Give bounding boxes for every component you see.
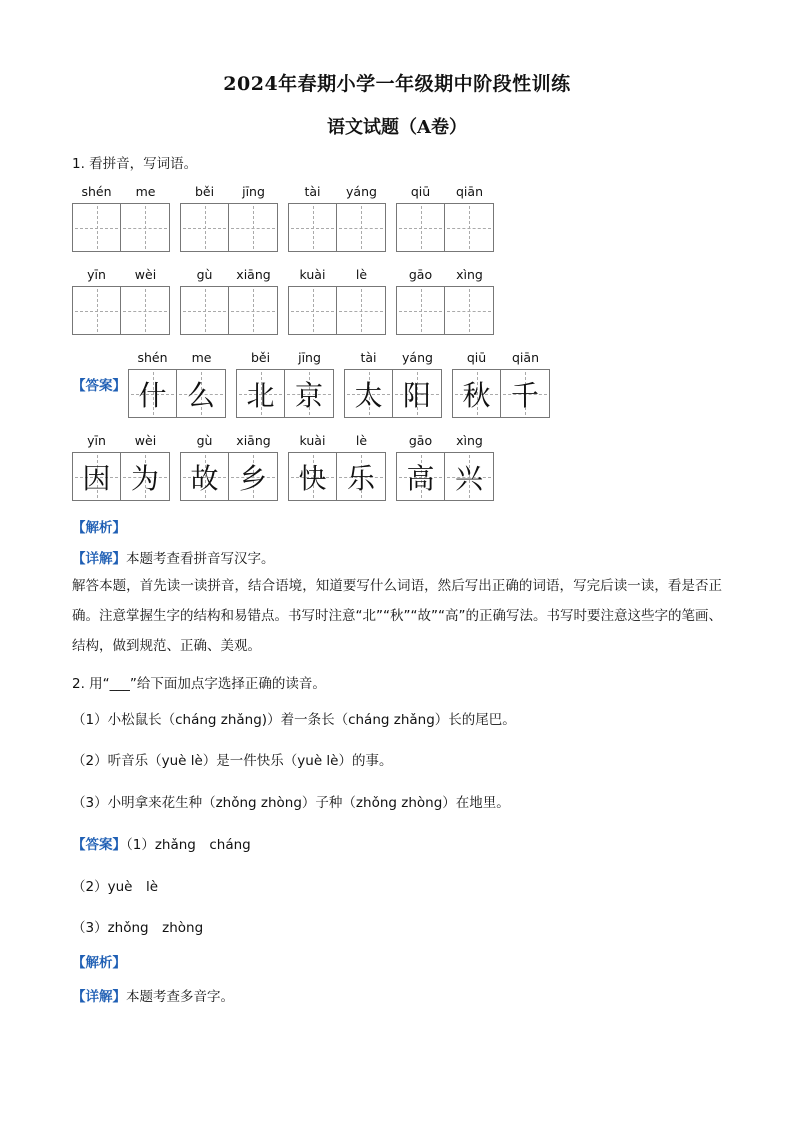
- tianzige-box: [180, 203, 278, 252]
- char-cell: [181, 287, 229, 334]
- pinyin-label: gāo: [408, 267, 433, 282]
- pinyin-label: shén: [81, 184, 112, 199]
- char-cell: [181, 453, 229, 500]
- char-cell: [501, 370, 549, 417]
- pinyin-label: xiāng: [236, 433, 271, 448]
- char-cell: [129, 370, 177, 417]
- char-cell: [181, 204, 229, 251]
- pinyin-label: xiāng: [236, 267, 271, 282]
- q2-analysis-label: 【解析】: [72, 955, 126, 971]
- answer-char: 乡: [239, 461, 268, 495]
- tianzige-box: [396, 286, 494, 335]
- answer-char: 北: [246, 378, 275, 412]
- q2-item-3: （3）小明拿来花生种（zhǒng zhòng）子种（zhǒng zhòng）在地里。: [72, 795, 510, 811]
- answer-char: 快: [298, 461, 327, 495]
- word-group: [344, 350, 442, 420]
- char-cell: [337, 287, 385, 334]
- char-cell: [445, 204, 493, 251]
- char-cell: [397, 204, 445, 251]
- char-cell: [453, 370, 501, 417]
- char-cell: [289, 453, 337, 500]
- pinyin-label: xìng: [456, 267, 483, 282]
- q2-stem: 2. 用“___”给下面加点字选择正确的读音。: [72, 676, 326, 692]
- q1-detail-text: 本题考查看拼音写汉字。: [126, 551, 275, 567]
- word-group: [180, 267, 278, 337]
- char-cell: [289, 287, 337, 334]
- word-group: [72, 184, 170, 254]
- q2-item-1: （1）小松鼠长（cháng zhǎng)）着一条长（cháng zhǎng）长的尾巴。: [72, 712, 516, 728]
- char-cell: [121, 204, 169, 251]
- q2-detail-label: 【详解】: [72, 989, 126, 1005]
- exam-title: 2024年春期小学一年级期中阶段性训练: [223, 73, 571, 95]
- pinyin-label: běi: [194, 184, 215, 199]
- answer-char: 么: [187, 378, 216, 412]
- answer-char: 秋: [462, 378, 491, 412]
- pinyin-label: gù: [196, 267, 213, 282]
- char-cell: [337, 453, 385, 500]
- tianzige-box: [72, 286, 170, 335]
- q1-analysis-label: 【解析】: [72, 520, 126, 536]
- word-group: [396, 184, 494, 254]
- pinyin-label: gù: [196, 433, 213, 448]
- pinyin-label: lè: [355, 267, 368, 282]
- pinyin-label: kuài: [299, 267, 326, 282]
- pinyin-label: jīng: [298, 350, 321, 365]
- q2-answer-label: 【答案】: [72, 837, 126, 853]
- pinyin-label: qiān: [512, 350, 539, 365]
- char-cell: [73, 204, 121, 251]
- pinyin-label: yáng: [346, 184, 377, 199]
- word-group: [396, 267, 494, 337]
- answer-char: 故: [190, 461, 219, 495]
- tianzige-box: [72, 203, 170, 252]
- answer-char: 兴: [455, 461, 484, 495]
- q2-answer-1: [72, 833, 251, 853]
- char-cell: [289, 204, 337, 251]
- pinyin-label: shén: [137, 350, 168, 365]
- tianzige-box: [396, 452, 494, 501]
- pinyin-label: tài: [360, 350, 377, 365]
- pinyin-label: lè: [355, 433, 368, 448]
- word-group: [396, 433, 494, 503]
- tianzige-box: [396, 203, 494, 252]
- exam-subtitle: 语文试题（A卷）: [327, 117, 467, 138]
- tianzige-box: [236, 369, 334, 418]
- q1-answer-label: 【答案】: [72, 378, 126, 394]
- answer-char: 阳: [403, 378, 432, 412]
- pinyin-label: me: [135, 184, 156, 199]
- tianzige-box: [128, 369, 226, 418]
- char-cell: [397, 453, 445, 500]
- q2-item-2: （2）听音乐（yuè lè）是一件快乐（yuè lè）的事。: [72, 753, 393, 769]
- q2-answer-3: （3）zhǒng zhòng: [72, 920, 204, 936]
- pinyin-label: yáng: [402, 350, 433, 365]
- pinyin-label: qiū: [410, 184, 431, 199]
- pinyin-label: me: [191, 350, 212, 365]
- word-group: [288, 184, 386, 254]
- char-cell: [73, 453, 121, 500]
- tianzige-box: [452, 369, 550, 418]
- answer-char: 高: [406, 461, 435, 495]
- tianzige-box: [288, 452, 386, 501]
- pinyin-label: běi: [250, 350, 271, 365]
- word-group: [180, 184, 278, 254]
- word-group: [288, 267, 386, 337]
- q1-detail-label: 【详解】: [72, 551, 126, 567]
- q1-stem: 1. 看拼音，写词语。: [72, 156, 198, 172]
- q1-detail: [72, 547, 275, 567]
- tianzige-box: [288, 203, 386, 252]
- word-group: [180, 433, 278, 503]
- tianzige-box: [288, 286, 386, 335]
- char-cell: [229, 453, 277, 500]
- answer-char: 千: [511, 378, 540, 412]
- pinyin-label: yīn: [87, 267, 106, 282]
- char-cell: [393, 370, 441, 417]
- tianzige-box: [180, 286, 278, 335]
- pinyin-label: qiān: [456, 184, 483, 199]
- answer-char: 乐: [347, 461, 376, 495]
- char-cell: [229, 204, 277, 251]
- q2-detail: [72, 985, 234, 1005]
- answer-char: 因: [82, 461, 111, 495]
- word-group: [288, 433, 386, 503]
- pinyin-label: kuài: [299, 433, 326, 448]
- answer-char: 为: [131, 461, 160, 495]
- char-cell: [285, 370, 333, 417]
- char-cell: [237, 370, 285, 417]
- char-cell: [229, 287, 277, 334]
- pinyin-label: tài: [304, 184, 321, 199]
- word-group: [236, 350, 334, 420]
- pinyin-label: jīng: [242, 184, 265, 199]
- char-cell: [73, 287, 121, 334]
- q2-detail-text: 本题考查多音字。: [126, 989, 234, 1005]
- q2-answer-2: （2）yuè lè: [72, 879, 158, 895]
- answer-char: 太: [354, 378, 383, 412]
- tianzige-box: [72, 452, 170, 501]
- char-cell: [121, 287, 169, 334]
- pinyin-label: xìng: [456, 433, 483, 448]
- word-group: [128, 350, 226, 420]
- char-cell: [445, 453, 493, 500]
- pinyin-label: wèi: [134, 433, 157, 448]
- answer-char: 什: [138, 378, 167, 412]
- tianzige-box: [344, 369, 442, 418]
- pinyin-label: qiū: [466, 350, 487, 365]
- q1-explanation: 解答本题，首先读一读拼音，结合语境，知道要写什么词语，然后写出正确的词语，写完后读一读，看是否正确。注意掌握生字的结构和易错点。书写时注意“北”“秋”“故”“高”的正确写法。书写时要注意这些字的笔画、结构，做到规范、正确、美观。: [72, 578, 722, 654]
- pinyin-label: yīn: [87, 433, 106, 448]
- pinyin-label: wèi: [134, 267, 157, 282]
- char-cell: [345, 370, 393, 417]
- char-cell: [121, 453, 169, 500]
- char-cell: [445, 287, 493, 334]
- tianzige-box: [180, 452, 278, 501]
- char-cell: [397, 287, 445, 334]
- answer-char: 京: [295, 378, 324, 412]
- pinyin-label: gāo: [408, 433, 433, 448]
- q2-answer-text-1: （1）zhǎng cháng: [126, 837, 251, 853]
- word-group: [452, 350, 550, 420]
- char-cell: [177, 370, 225, 417]
- char-cell: [337, 204, 385, 251]
- word-group: [72, 267, 170, 337]
- word-group: [72, 433, 170, 503]
